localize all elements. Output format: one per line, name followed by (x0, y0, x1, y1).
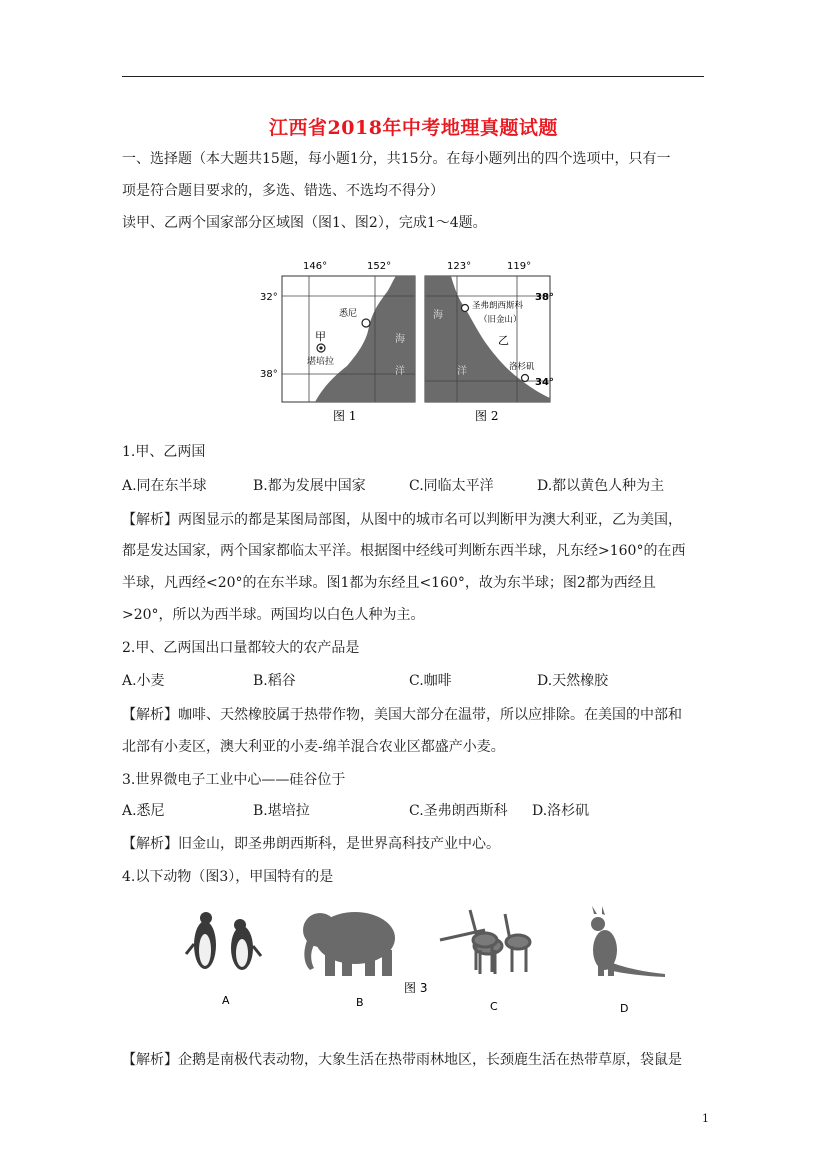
map1-country-label: 甲 (315, 330, 326, 343)
q3-option-d: D.洛杉矶 (532, 803, 590, 819)
q2-option-a: A.小麦 (122, 673, 165, 689)
q1-analysis-line1: 【解析】两图显示的都是某图局部图，从图中的城市名可以判断甲为澳大利亚，乙为美国， (122, 512, 682, 528)
page-number: 1 (702, 1112, 709, 1125)
map1-ocean-bottom: 洋 (395, 366, 405, 377)
top-rule (122, 76, 704, 77)
figure-maps (255, 256, 565, 430)
page-title: 江西省2018年中考地理真题试题 (269, 117, 558, 139)
map2-caption: 图 2 (475, 409, 499, 423)
q2-analysis-line1: 【解析】咖啡、天然橡胶属于热带作物，美国大部分在温带，所以应排除。在美国的中部和 (122, 707, 682, 723)
figure-animals (170, 900, 680, 1024)
animal-label-a: A (222, 994, 230, 1007)
map1-lon-left: 146° (303, 261, 328, 272)
figure3-caption: 图 3 (404, 981, 428, 995)
q2-option-b: B.稻谷 (253, 673, 296, 689)
map2-ocean-top: 海 (433, 310, 443, 321)
q2-option-c: C.咖啡 (409, 673, 452, 689)
section-heading-line1: 一、选择题（本大题共15题，每小题1分，共15分。在每小题列出的四个选项中，只有一 (122, 151, 671, 167)
map-2 (425, 261, 554, 423)
map1-lat-top: 32° (260, 292, 278, 303)
penguin-image (186, 912, 261, 970)
q3-option-b: B.堪培拉 (253, 803, 310, 819)
map2-lat-bottom: 34° (535, 377, 554, 388)
animal-label-d: D (620, 1002, 629, 1015)
intro-text: 读甲、乙两个国家部分区域图（图1、图2），完成1～4题。 (122, 215, 487, 231)
q4-analysis-line1: 【解析】企鹅是南极代表动物，大象生活在热带雨林地区，长颈鹿生活在热带草原，袋鼠是 (122, 1052, 682, 1068)
q1-analysis-line2: 都是发达国家，两个国家都临太平洋。根据图中经线可判断东西半球，凡东经>160°的在西 (122, 543, 686, 559)
map2-city-sanfrancisco-alt: （旧金山） (479, 315, 522, 325)
animal-label-c: C (490, 1000, 498, 1013)
kangaroo-image (591, 906, 665, 977)
q2-option-d: D.天然橡胶 (537, 673, 609, 689)
map2-lon-right: 119° (507, 261, 532, 272)
map1-city-sydney: 悉尼 (339, 309, 358, 319)
map1-caption: 图 1 (333, 409, 357, 423)
map-1 (260, 261, 415, 423)
animal-label-b: B (356, 996, 364, 1009)
elephant-image (303, 912, 395, 976)
map2-city-losangeles: 洛杉矶 (509, 362, 535, 372)
q2-stem: 2.甲、乙两国出口量都较大的农产品是 (122, 640, 360, 656)
map1-lon-right: 152° (367, 261, 392, 272)
map2-city-sanfrancisco: 圣弗朗西斯科 (472, 301, 524, 311)
giraffe-image (440, 910, 530, 974)
section-heading-line2: 项是符合题目要求的，多选、错选、不选均不得分） (122, 183, 444, 199)
map1-ocean-top: 海 (395, 334, 405, 345)
q3-option-c: C.圣弗朗西斯科 (409, 803, 508, 819)
q3-stem: 3.世界微电子工业中心——硅谷位于 (122, 772, 346, 788)
q1-option-c: C.同临太平洋 (409, 478, 494, 494)
map1-city-canberra: 堪培拉 (307, 357, 335, 367)
q1-option-a: A.同在东半球 (122, 478, 207, 494)
q2-analysis-line2: 北部有小麦区，澳大利亚的小麦-绵羊混合农业区都盛产小麦。 (122, 739, 505, 755)
q1-option-b: B.都为发展中国家 (253, 478, 366, 494)
q4-stem: 4.以下动物（图3），甲国特有的是 (122, 869, 334, 885)
map2-ocean-bottom: 洋 (457, 366, 467, 377)
q3-option-a: A.悉尼 (122, 803, 165, 819)
map1-lat-bottom: 38° (260, 369, 278, 380)
q1-analysis-line4: >20°，所以为西半球。两国均以白色人种为主。 (122, 607, 425, 623)
q3-analysis-line1: 【解析】旧金山，即圣弗朗西斯科，是世界高科技产业中心。 (122, 836, 500, 852)
q1-analysis-line3: 半球，凡西经<20°的在东半球。图1都为东经且<160°，故为东半球；图2都为西经且 (122, 575, 656, 591)
map2-lat-top: 38° (535, 292, 554, 303)
map2-country-label: 乙 (498, 334, 509, 347)
map2-lon-left: 123° (447, 261, 472, 272)
q1-option-d: D.都以黄色人种为主 (537, 478, 665, 494)
q1-stem: 1.甲、乙两国 (122, 444, 206, 460)
